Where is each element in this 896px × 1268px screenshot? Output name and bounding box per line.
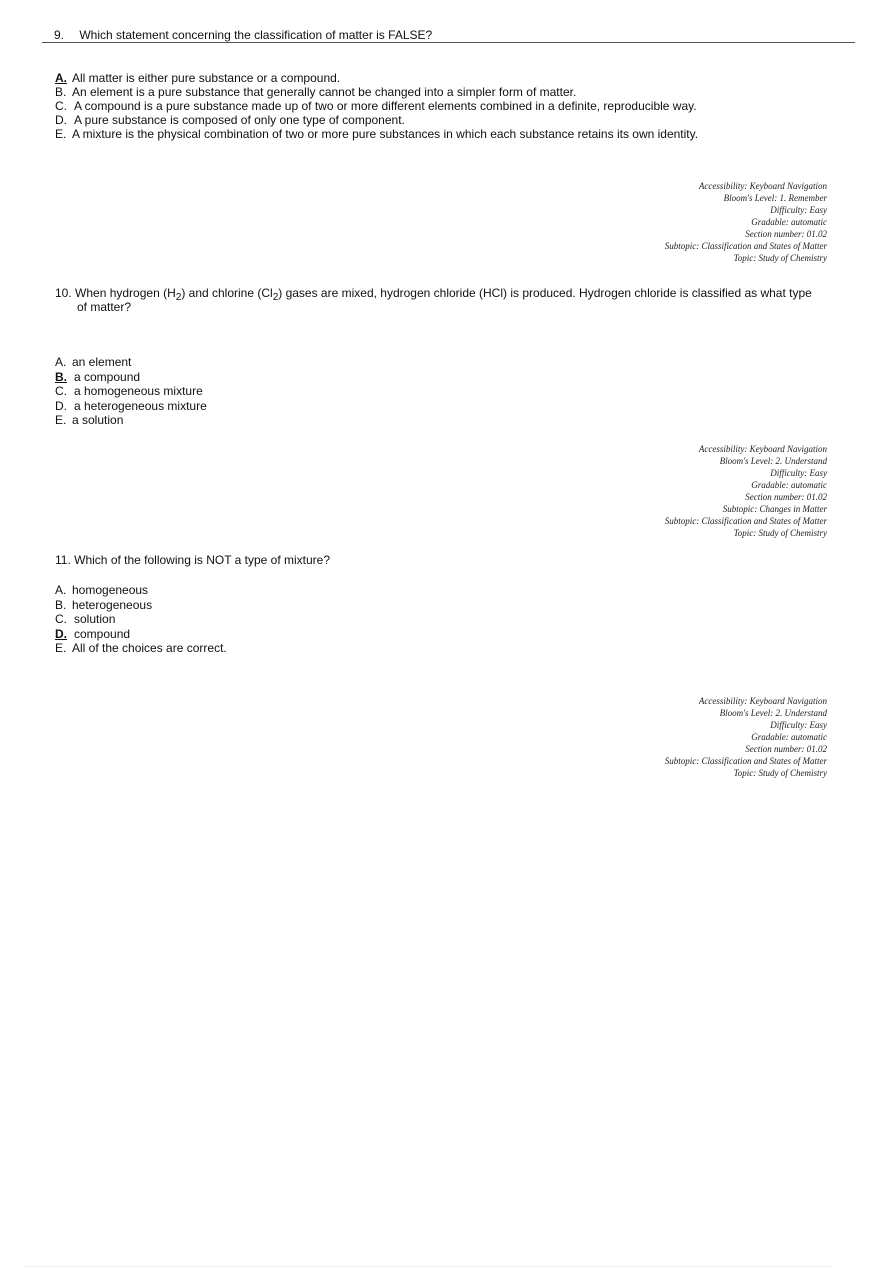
choice-text: a heterogeneous mixture (74, 398, 207, 413)
choice-letter: A. (55, 583, 67, 597)
correct-answer-letter: D. (55, 626, 67, 641)
question-9-header (42, 28, 855, 43)
meta-subtopic: Subtopic: Classification and States of Matter (664, 756, 827, 766)
choice-letter: D. (55, 113, 67, 127)
choice-b (55, 370, 207, 385)
choice-text: All of the choices are correct. (72, 641, 227, 656)
meta-accessibility: Accessibility: Keyboard Navigation (698, 444, 827, 454)
question-10-choices (55, 355, 207, 428)
question-11-choices (55, 583, 227, 656)
page-bottom-divider (24, 1266, 832, 1267)
choice-c (55, 612, 227, 627)
choice-text: An element is a pure substance that generally cannot be changed into a simpler form of matter. (72, 85, 577, 99)
question-10-stem (55, 286, 835, 314)
meta-blooms-level: Bloom's Level: 2. Understand (719, 456, 827, 466)
choice-letter: C. (55, 384, 67, 399)
choice-text: A compound is a pure substance made up of two or more different elements combined in a definite, reproducible way. (74, 99, 697, 113)
choice-text: a compound (74, 369, 141, 384)
meta-gradable: Gradable: automatic (751, 217, 827, 227)
meta-subtopic: Subtopic: Changes in Matter (722, 504, 827, 514)
choice-b (55, 85, 698, 99)
question-11-stem (55, 553, 330, 567)
stem-part: ) gases are mixed, hydrogen chloride (HCl) is produced. Hydrogen chloride is classified as what type (278, 286, 812, 300)
choice-text: heterogeneous (72, 597, 153, 612)
choice-d (55, 627, 227, 642)
choice-d (55, 113, 698, 127)
choice-text: All matter is either pure substance or a compound. (72, 71, 341, 85)
meta-topic: Topic: Study of Chemistry (733, 253, 827, 263)
meta-subtopic: Subtopic: Classification and States of Matter (664, 241, 827, 251)
meta-gradable: Gradable: automatic (751, 480, 827, 490)
choice-e (55, 127, 698, 141)
question-number: 10. (55, 286, 72, 300)
choice-e (55, 641, 227, 656)
question-9-metadata (665, 180, 827, 264)
choice-text: an element (72, 355, 132, 369)
choice-text: A mixture is the physical combination of two or more pure substances in which each substance retains its own identity. (72, 127, 699, 141)
correct-answer-letter: B. (55, 369, 67, 384)
choice-letter: E. (55, 413, 67, 428)
meta-blooms-level: Bloom's Level: 2. Understand (719, 708, 827, 718)
meta-gradable: Gradable: automatic (751, 732, 827, 742)
question-number: 11. (55, 553, 71, 567)
stem-part: When hydrogen (H (75, 286, 176, 300)
meta-blooms-level: Bloom's Level: 1. Remember (723, 193, 827, 203)
question-stem: Which statement concerning the classification of matter is FALSE? (79, 28, 433, 42)
question-stem: Which of the following is NOT a type of mixture? (74, 553, 331, 567)
stem-part: ) and chlorine (Cl (181, 286, 273, 300)
subscript: 2 (272, 292, 279, 303)
choice-c (55, 384, 207, 399)
meta-difficulty: Difficulty: Easy (770, 468, 827, 478)
choice-letter: B. (55, 85, 67, 99)
choice-a (55, 583, 227, 598)
choice-letter: E. (55, 127, 67, 141)
correct-answer-letter: A. (55, 71, 67, 85)
choice-a (55, 71, 698, 85)
stem-part: of matter? (77, 300, 132, 314)
choice-letter: B. (55, 597, 67, 612)
choice-letter: A. (55, 355, 67, 369)
question-number: 9. (54, 28, 65, 42)
choice-text: A pure substance is composed of only one type of component. (74, 113, 405, 127)
meta-difficulty: Difficulty: Easy (770, 205, 827, 215)
subscript: 2 (175, 292, 182, 303)
choice-text: solution (74, 612, 116, 627)
meta-subtopic: Subtopic: Classification and States of Matter (664, 516, 827, 526)
meta-topic: Topic: Study of Chemistry (733, 528, 827, 538)
choice-letter: C. (55, 99, 67, 113)
question-11-metadata (665, 695, 827, 779)
meta-section-number: Section number: 01.02 (745, 492, 827, 502)
question-10-metadata (665, 443, 827, 539)
choice-letter: E. (55, 641, 67, 656)
choice-d (55, 399, 207, 414)
meta-section-number: Section number: 01.02 (745, 229, 827, 239)
choice-text: a solution (72, 413, 124, 428)
choice-c (55, 99, 698, 113)
choice-b (55, 598, 227, 613)
choice-letter: D. (55, 398, 67, 413)
choice-a (55, 355, 207, 370)
choice-text: compound (74, 626, 131, 641)
choice-text: a homogeneous mixture (74, 384, 203, 399)
meta-difficulty: Difficulty: Easy (770, 720, 827, 730)
question-9-choices (55, 71, 698, 141)
choice-text: homogeneous (72, 583, 149, 597)
meta-accessibility: Accessibility: Keyboard Navigation (698, 181, 827, 191)
meta-accessibility: Accessibility: Keyboard Navigation (698, 696, 827, 706)
meta-section-number: Section number: 01.02 (745, 744, 827, 754)
choice-e (55, 413, 207, 428)
meta-topic: Topic: Study of Chemistry (733, 768, 827, 778)
choice-letter: C. (55, 612, 67, 627)
